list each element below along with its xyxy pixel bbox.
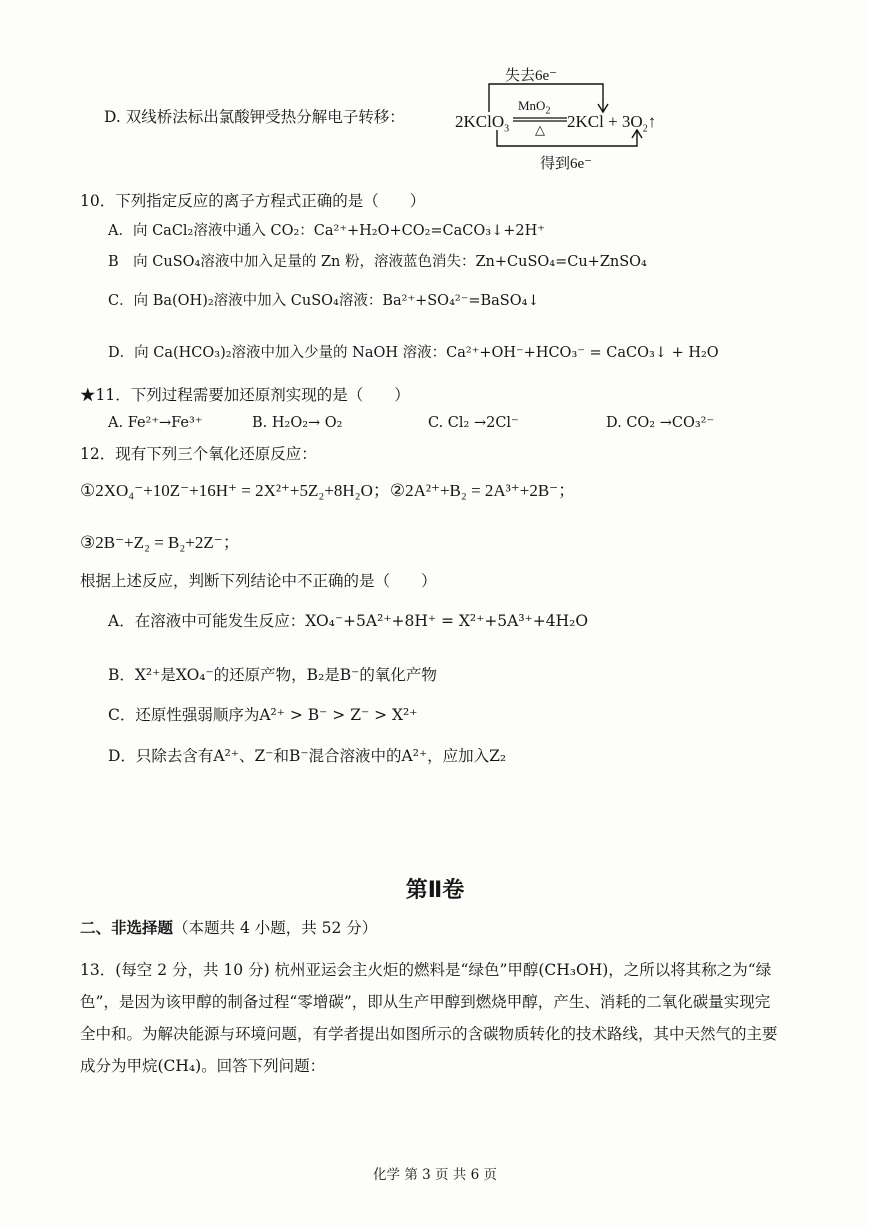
q10-option-d: D．向 Ca(HCO₃)₂溶液中加入少量的 NaOH 溶液：Ca²⁺+OH⁻+HCO₃⁻ = CaCO₃↓ + H₂O: [108, 345, 719, 361]
q12-reactions-1-2: ①2XO₄⁻+10Z⁻+16H⁺ = 2X²⁺+5Z₂+8H₂O；②2A²⁺+B₂ = 2A³⁺+2B⁻；: [80, 481, 576, 500]
q11-option-a: A. Fe²⁺→Fe³⁺: [108, 415, 203, 431]
section-heading-bold: 二、非选择题: [80, 918, 174, 937]
section-heading-rest: （本题共 4 小题，共 52 分）: [173, 919, 378, 937]
heat-symbol: △: [535, 122, 545, 137]
q9-option-d-label: D. 双线桥法标出氯酸钾受热分解电子转移：: [104, 108, 405, 126]
q10-stem: 10．下列指定反应的离子方程式正确的是（ ）: [80, 192, 426, 210]
q12-option-b: B．X²⁺是XO₄⁻的还原产物，B₂是B⁻的氧化产物: [108, 666, 437, 684]
gain-electrons-label: 得到6e⁻: [540, 156, 593, 172]
section-heading: [80, 918, 377, 938]
lose-electrons-label: 失去6e⁻: [505, 68, 558, 84]
q11-stem: ★11．下列过程需要加还原剂实现的是（ ）: [80, 386, 410, 404]
section-title: 第Ⅱ卷: [405, 878, 465, 903]
product-formula: $2KCl + 3O_2↑$: [567, 112, 657, 135]
q12-option-a: A．在溶液中可能发生反应：XO₄⁻+5A²⁺+8H⁺ = X²⁺+5A³⁺+4H₂O: [108, 612, 589, 630]
reactant-formula: 2KClO$_3$: [455, 112, 510, 135]
q13-paragraph: 13．(每空 2 分，共 10 分) 杭州亚运会主火炬的燃料是“绿色”甲醇(CH₃OH)，之所以将其称之为“绿色”，是因为该甲醇的制备过程“零增碳”，即从生产甲醇到燃烧甲醇，产生、消耗的二氧化碳量实现完全中和。为解决能源与环境问题，有学者提出如图所示的含碳物质转化的技术路线，其中天然气的主要成分为甲烷(CH₄)。回答下列问题：: [80, 961, 778, 1075]
q11-option-b: B. H₂O₂→ O₂: [252, 415, 343, 431]
q10-option-b: B 向 CuSO₄溶液中加入足量的 Zn 粉，溶液蓝色消失：Zn+CuSO₄=Cu+ZnSO₄: [108, 254, 647, 270]
electron-transfer-diagram: [455, 62, 680, 180]
q11-option-c: C. Cl₂ →2Cl⁻: [428, 415, 519, 431]
q10-option-a: A．向 CaCl₂溶液中通入 CO₂：Ca²⁺+H₂O+CO₂=CaCO₃↓+2H⁺: [108, 223, 545, 239]
catalyst-label: MnO$_2$: [518, 98, 551, 117]
q12-option-c: C．还原性强弱顺序为A²⁺ > B⁻ > Z⁻ > X²⁺: [108, 706, 418, 724]
q12-ask: 根据上述反应，判断下列结论中不正确的是（ ）: [80, 572, 437, 590]
page-footer: 化学 第 3 页 共 6 页: [373, 1167, 497, 1183]
q12-reaction-3: ③2B⁻+Z₂ = B₂+2Z⁻；: [80, 533, 240, 552]
q11-option-d: D. CO₂ →CO₃²⁻: [606, 415, 715, 431]
q12-option-d: D．只除去含有A²⁺、Z⁻和B⁻混合溶液中的A²⁺，应加入Z₂: [108, 747, 507, 765]
q12-stem: 12．现有下列三个氧化还原反应：: [80, 445, 317, 463]
q10-option-c: C．向 Ba(OH)₂溶液中加入 CuSO₄溶液：Ba²⁺+SO₄²⁻=BaSO₄↓: [108, 293, 540, 309]
